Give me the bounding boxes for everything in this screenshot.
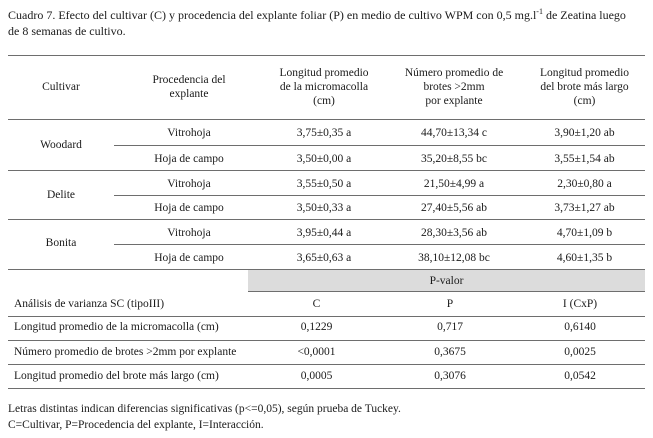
anova-cell-c: 0,1229	[300, 321, 333, 333]
cell-numero: 35,20±8,55 bc	[420, 153, 488, 165]
pvalor-header: P-valor	[429, 275, 464, 287]
header-numero: Número promedio de brotes >2mm por explante	[404, 67, 504, 107]
cell-brote: 2,30±0,80 a	[557, 178, 612, 190]
header-longitud: Longitud promedio de la micromacolla (cm)	[279, 67, 369, 107]
anova-col-i: I (CxP)	[562, 298, 598, 310]
rule-bottom	[8, 388, 645, 389]
footnote-significance: Letras distintas indican diferencias significativas (p<=0,05), según prueba de Tuckey.	[8, 403, 401, 415]
anova-cell-i: 0,0542	[564, 370, 596, 382]
cell-procedencia: Hoja de campo	[154, 202, 224, 214]
rule-pvalor	[248, 291, 645, 292]
anova-cell-i: 0,0025	[564, 346, 596, 358]
cell-numero: 28,30±3,56 ab	[420, 227, 488, 239]
cell-procedencia: Hoja de campo	[154, 153, 224, 165]
cultivar-delite: Delite	[46, 189, 76, 201]
footnote-abbreviations: C=Cultivar, P=Procedencia del explante, I=Interacción.	[8, 419, 264, 431]
cell-numero: 44,70±13,34 c	[420, 127, 488, 139]
cultivar-woodard: Woodard	[40, 139, 82, 151]
cell-longitud: 3,95±0,44 a	[296, 227, 352, 239]
rule-cultivar	[8, 219, 645, 220]
cell-procedencia: Hoja de campo	[154, 252, 224, 264]
rule-header	[8, 119, 645, 120]
cell-brote: 4,70±1,09 b	[556, 227, 613, 239]
rule-anova-row	[8, 340, 645, 341]
rule-anova-row	[8, 364, 645, 365]
rule-anova-header	[8, 316, 645, 317]
header-procedencia: Procedencia del explante	[152, 74, 226, 100]
cell-numero: 27,40±5,56 ab	[420, 202, 488, 214]
cell-longitud: 3,65±0,63 a	[296, 252, 352, 264]
cell-procedencia: Vitrohoja	[167, 227, 211, 239]
rule-row	[114, 145, 645, 146]
anova-row-label: Número promedio de brotes >2mm por explante	[14, 346, 237, 358]
cell-procedencia: Vitrohoja	[167, 127, 211, 139]
cell-brote: 3,55±1,54 ab	[554, 153, 615, 165]
rule-cultivar	[8, 170, 645, 171]
cell-brote: 3,73±1,27 ab	[554, 202, 615, 214]
rule-top	[8, 55, 645, 56]
anova-cell-i: 0,6140	[564, 321, 596, 333]
table-footnotes	[8, 401, 648, 433]
anova-cell-p: 0,717	[437, 321, 463, 333]
anova-col-p: P	[446, 298, 454, 310]
cell-longitud: 3,50±0,00 a	[296, 153, 352, 165]
caption-line-1: Cuadro 7. Efecto del cultivar (C) y procedencia del explante foliar (P) en medio de cultivo WPM con 0,5 $mg.l^{-1}$ de Zeatina luego	[8, 7, 626, 22]
anova-row-label: Longitud promedio de la micromacolla (cm)	[14, 321, 219, 333]
anova-col-c: C	[312, 298, 321, 310]
cell-longitud: 3,50±0,33 a	[296, 202, 352, 214]
cell-brote: 3,90±1,20 ab	[554, 127, 615, 139]
cell-longitud: 3,55±0,50 a	[296, 178, 352, 190]
anova-title: Análisis de varianza SC (tipoIII)	[14, 298, 165, 310]
header-cultivar: Cultivar	[42, 81, 80, 93]
caption-line-2: de 8 semanas de cultivo.	[8, 24, 126, 38]
cell-numero: 21,50±4,99 a	[423, 178, 485, 190]
results-table	[8, 0, 645, 438]
header-brote: Longitud promedio del brote más largo (cm)	[539, 67, 630, 107]
rule-row	[114, 244, 645, 245]
cultivar-bonita: Bonita	[45, 237, 77, 249]
anova-cell-c: <0,0001	[297, 346, 336, 358]
anova-row-label: Longitud promedio del brote más largo (cm)	[14, 370, 219, 382]
cell-brote: 4,60±1,35 b	[556, 252, 613, 264]
cell-longitud: 3,75±0,35 a	[296, 127, 352, 139]
anova-cell-p: 0,3076	[434, 370, 466, 382]
anova-cell-p: 0,3675	[434, 346, 466, 358]
anova-cell-c: 0,0005	[300, 370, 333, 382]
cell-numero: 38,10±12,08 bc	[418, 252, 490, 264]
rule-row	[114, 195, 645, 196]
caption-superscript: -1	[536, 7, 543, 16]
cell-procedencia: Vitrohoja	[167, 178, 211, 190]
